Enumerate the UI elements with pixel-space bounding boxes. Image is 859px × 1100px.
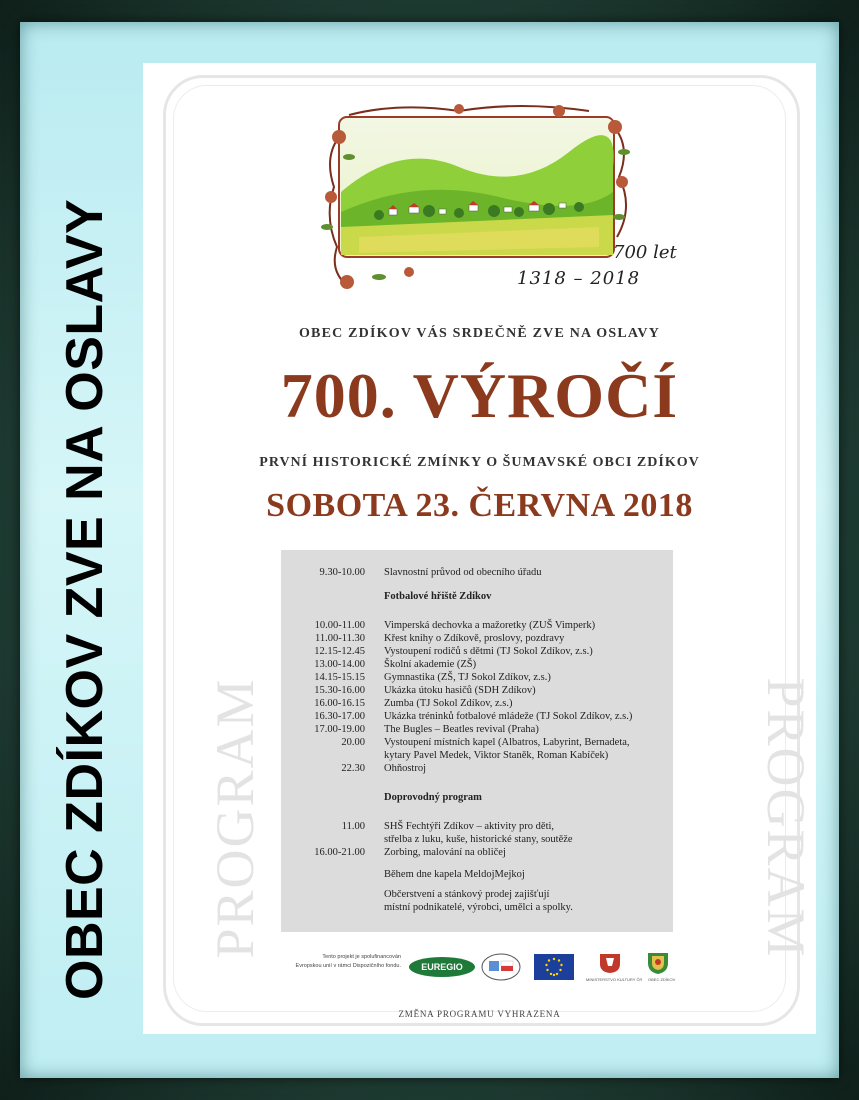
- anniversary-handwriting: [515, 240, 685, 292]
- anniversary-line1: 700 let: [613, 242, 677, 263]
- ministry-label: MINISTERSTVO KULTURY ČR: [586, 977, 643, 982]
- event-date: SOBOTA 23. ČERVNA 2018: [266, 487, 693, 524]
- side-title: OBEC ZDÍKOV ZVE NA OSLAVY: [56, 198, 114, 1000]
- cz-bavaria-logo: [481, 953, 521, 981]
- side-label-left: PROGRAM: [205, 677, 265, 959]
- cofunding-note: [281, 953, 401, 971]
- footer-note: ZMĚNA PROGRAMU VYHRAZENA: [398, 1009, 561, 1019]
- subtitle: PRVNÍ HISTORICKÉ ZMÍNKY O ŠUMAVSKÉ OBCI ZDÍKOV: [259, 455, 700, 470]
- main-title: 700. VÝROČÍ: [280, 360, 679, 431]
- invitation-text: OBEC ZDÍKOV VÁS SRDEČNĚ ZVE NA OSLAVY: [298, 326, 661, 341]
- eu-flag-logo: [534, 954, 574, 980]
- euregio-logo: [408, 956, 476, 978]
- poster: [143, 63, 816, 1034]
- zdikov-coat-of-arms: [646, 951, 670, 975]
- cofunding-line2: Evropskou unií v rámci Dispozičního fondu.: [295, 963, 401, 969]
- cofunding-line1: Tento projekt je spolufinancován: [322, 954, 401, 960]
- ministry-culture-logo: [598, 952, 622, 974]
- obec-label: OBEC ZDÍKOV: [648, 977, 676, 982]
- side-label-right: PROGRAM: [756, 677, 816, 959]
- euregio-logo-text: EUREGIO: [421, 962, 463, 972]
- program-box: 9.30-10.00 Slavnostní průvod od obecního úřadu Fotbalové hřiště Zdíkov 10.00-11.00 Vimperská dechovka a mažoretky (ZUŠ Vimperk) 11.00-11.30 Křest knihy o Zdíkově, proslovy, pozdravy 12.15-12.45 Vystoupení rodičů s dětmi (TJ Sokol Zdíkov, z.s.) 13.00-14.00 Školní akademie (ZŠ) 14.15-15.15 Gymnastika (ZŠ, TJ Sokol Zdíkov, z.s.) 15.30-16.00 Ukázka útoku hasičů (SDH Zdíkov) 16.00-16.15 Zumba (TJ Sokol Zdíkov, z.s.) 16.30-17.00 Ukázka tréninků fotbalové mládeže (TJ Sokol Zdíkov, z.s.) 17.00-19.00 The Bugles – Beatles revival (Praha) 20.00 Vystoupení místních kapel (Albatros, Labyrint, Bernadeta, kytary Pavel Medek, Viktor Staněk, Roman Kabíček) 22.30 Ohňostroj Doprovodný program 11.00 SHŠ Fechtýři Zdíkov – aktivity pro děti, střelba z luku, kuše, historické stany, soutěže 16.00-21.00 Zorbing, malování na obličej Během dne kapela MeldojMejkoj Občerstvení a stánkový prodej zajišťují místní podnikatelé, výrobci, umělci a spolky.: [281, 550, 673, 932]
- anniversary-line2: 1318 – 2018: [517, 268, 641, 289]
